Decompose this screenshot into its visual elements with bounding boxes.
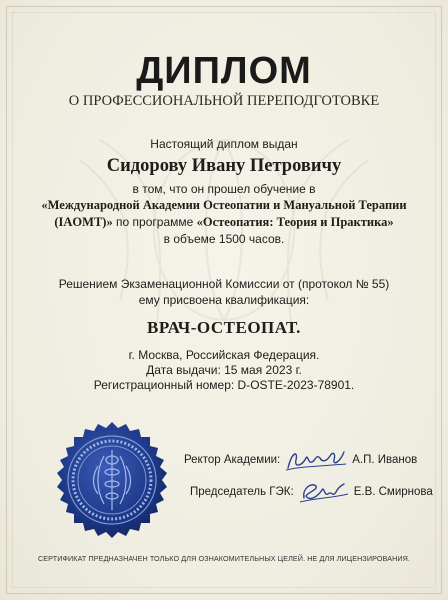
rector-signature-row — [184, 446, 417, 474]
city-line: г. Москва, Российская Федерация. — [128, 348, 320, 362]
rector-name: А.П. Иванов — [352, 454, 418, 466]
commission-line: Решением Экзаменационной Комиссии от (протокол № 55) — [58, 277, 390, 291]
chair-signature-row — [190, 478, 433, 506]
chair-name: Е.В. Смирнова — [353, 486, 433, 498]
recipient-name: Сидорову Ивану Петровичу — [106, 156, 342, 176]
issued-to-text: Настоящий диплом выдан — [150, 137, 298, 151]
program-line — [0, 215, 448, 230]
chair-signature-icon — [298, 478, 350, 506]
program-name: «Остеопатия: Теория и Практика» — [196, 215, 394, 229]
completed-line: в том, что он прошел обучение в — [132, 182, 316, 196]
assigned-line: ему присвоена квалификация: — [138, 293, 310, 307]
seal-icon — [52, 420, 172, 540]
rector-role: Ректор Академии: — [184, 454, 281, 466]
hours-line: в объеме 1500 часов. — [163, 232, 285, 246]
diploma-title: ДИПЛОМ — [136, 50, 312, 92]
academy-name: «Международной Академии Остеопатии и Мануальной Терапии — [41, 198, 407, 212]
program-prefix: по программе — [112, 215, 197, 229]
issue-date: Дата выдачи: 15 мая 2023 г. — [146, 363, 302, 377]
footer-disclaimer: СЕРТИФИКАТ ПРЕДНАЗНАЧЕН ТОЛЬКО ДЛЯ ОЗНАКОМИТЕЛЬНЫХ ЦЕЛЕЙ. НЕ ДЛЯ ЛИЦЕНЗИРОВАНИЯ. — [37, 554, 411, 563]
academy-abbr: (IAOMT)» — [54, 215, 113, 229]
qualification: ВРАЧ-ОСТЕОПАТ. — [147, 318, 301, 337]
chair-role: Председатель ГЭК: — [190, 486, 294, 498]
diploma-subtitle: О ПРОФЕССИОНАЛЬНОЙ ПЕРЕПОДГОТОВКЕ — [68, 93, 380, 109]
registration-number: Регистрационный номер: D-OSTE-2023-78901. — [93, 378, 355, 392]
rector-signature-icon — [284, 446, 348, 474]
